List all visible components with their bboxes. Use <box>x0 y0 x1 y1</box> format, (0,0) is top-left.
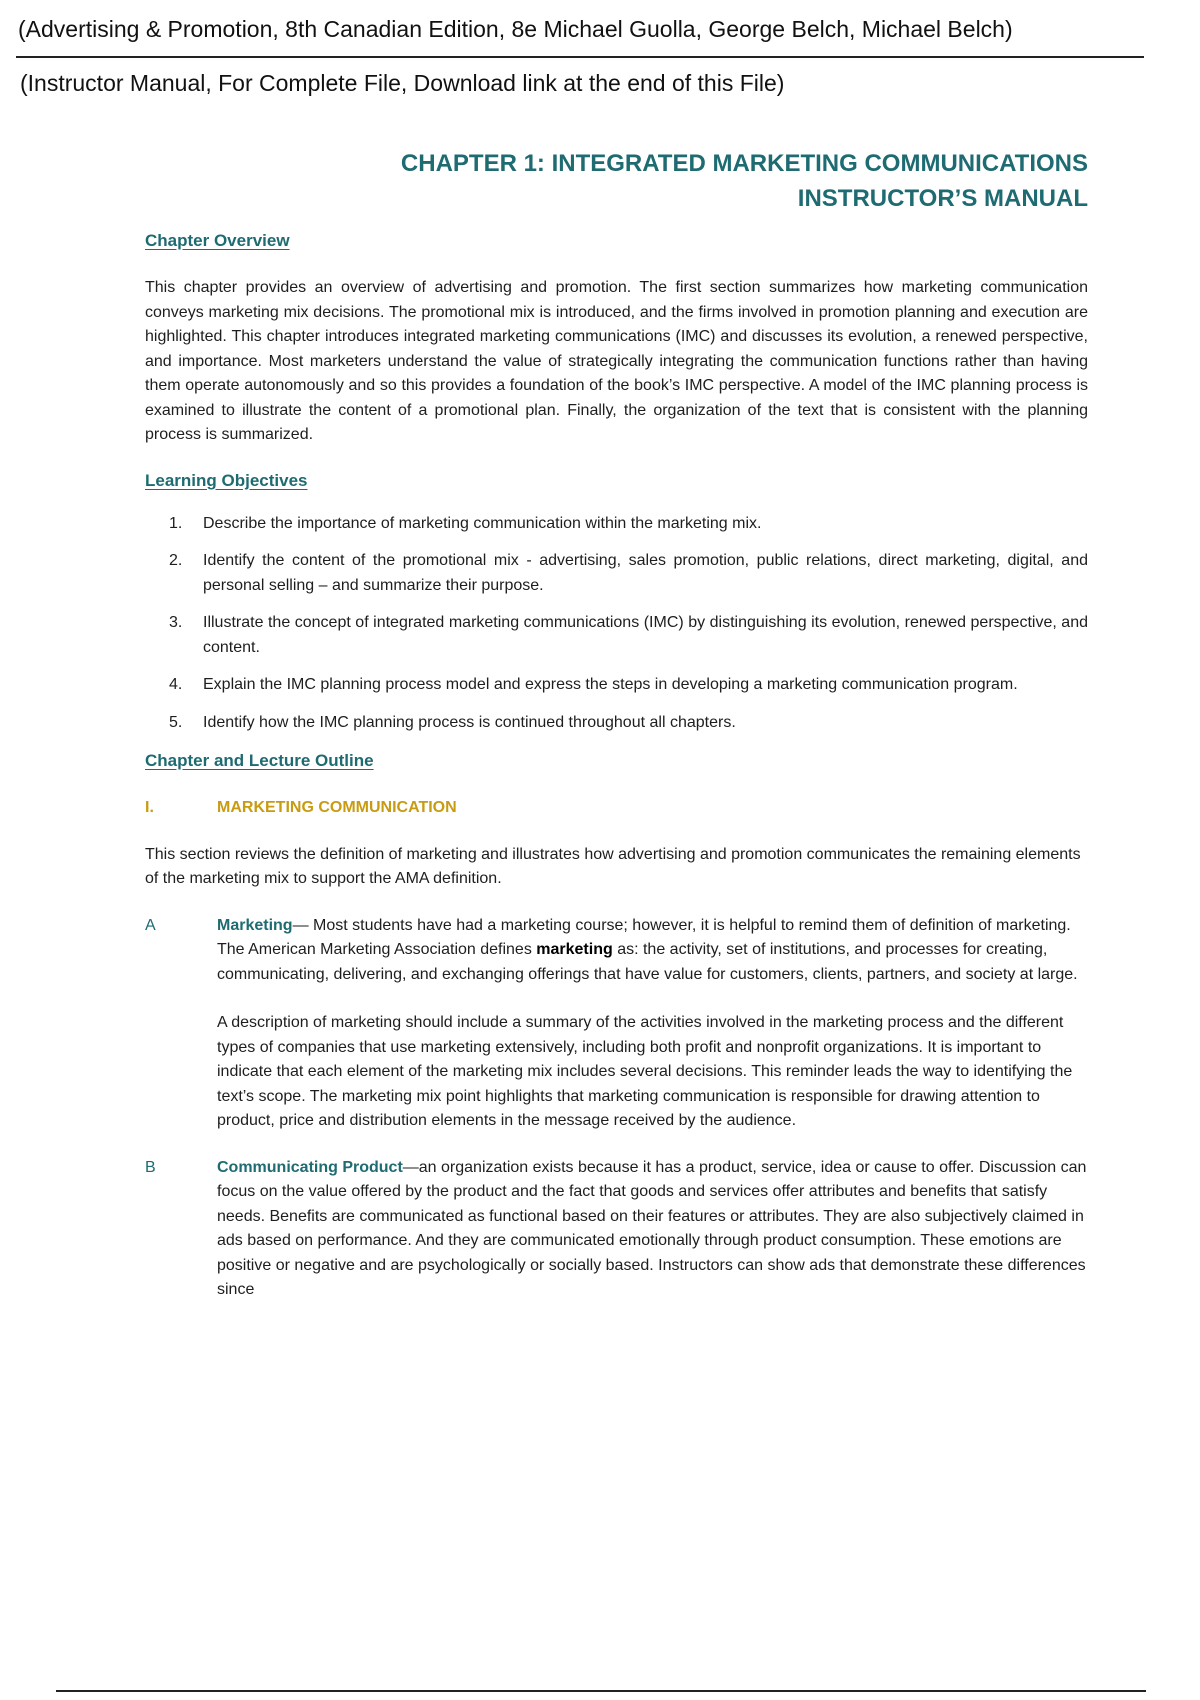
learning-objectives-list <box>145 512 1088 736</box>
outline-section-heading <box>145 796 1088 821</box>
chapter-overview-text: This chapter provides an overview of advertising and promotion. The first section summarizes how marketing communication conveys marketing mix decisions. The promotional mix is introduced, and the firms involved in promotion planning and execution are highlighted. This chapter introduces integrated marketing communications (IMC) and discusses its evolution, a renewed perspective, and importance. Most marketers understand the value of strategically integrating the communication functions rather than having them operate autonomously and so this provides a foundation of the book’s IMC perspective. A model of the IMC planning process is examined to illustrate the content of a promotional plan. Finally, the organization of the text that is consistent with the planning process is summarized. <box>145 279 1088 443</box>
outline-item-a-paragraph-2: A description of marketing should include a summary of the activities involved in the marketing process and the different types of companies that use marketing extensively, including both profit and nonprofit organizations. It is important to indicate that each element of the marketing mix includes several decisions. This reminder leads the way to identifying the text’s scope. The marketing mix point highlights that marketing communication is responsible for drawing attention to product, price and distribution elements in the message received by the audience. <box>217 1014 1073 1129</box>
lecture-outline-heading: Chapter and Lecture Outline <box>145 751 374 770</box>
objective-number: 4. <box>169 676 183 693</box>
objective-number: 2. <box>169 552 183 569</box>
learning-objective-item <box>145 673 1088 698</box>
learning-objectives-heading: Learning Objectives <box>145 470 308 490</box>
chapter-title-line-1: CHAPTER 1: INTEGRATED MARKETING COMMUNICATIONS <box>400 150 1088 177</box>
outline-section-title: MARKETING COMMUNICATION <box>217 799 457 816</box>
page-content <box>145 146 1088 1303</box>
objective-number: 5. <box>169 713 183 731</box>
footer-divider <box>56 1690 1146 1692</box>
document-source-line: (Advertising & Promotion, 8th Canadian Edition, 8e Michael Guolla, George Belch, Michael Belch) <box>18 16 1013 42</box>
outline-item-a <box>145 914 1088 1134</box>
learning-objective-item <box>145 512 1088 537</box>
outline-item-body <box>217 1156 1088 1303</box>
header-divider <box>16 56 1144 58</box>
objective-text: Describe the importance of marketing communication within the marketing mix. <box>203 514 762 532</box>
objective-text: Identify the content of the promotional mix - advertising, sales promotion, public relations, direct marketing, digital, and personal selling – and summarize their purpose. <box>203 552 1088 594</box>
objective-text: Illustrate the concept of integrated marketing communications (IMC) by distinguishing its evolution, renewed perspective, and content. <box>203 614 1088 656</box>
outline-item-body <box>217 914 1088 1134</box>
learning-objective-item <box>145 711 1088 736</box>
objective-text: Identify how the IMC planning process is continued throughout all chapters. <box>203 713 736 731</box>
outline-section-intro: This section reviews the definition of marketing and illustrates how advertising and promotion communicates the remaining elements of the marketing mix to support the AMA definition. <box>145 845 1081 887</box>
outline-item-letter: A <box>145 916 156 934</box>
outline-item-rest: as: the activity, set of institutions, and processes for creating, communicating, delivering, and exchanging offerings that have value for customers, clients, partners, and society at large. <box>217 941 1078 983</box>
outline-item-a-paragraph-1 <box>217 914 1088 988</box>
outline-item-term: Marketing <box>217 916 293 934</box>
learning-objective-item <box>145 611 1088 660</box>
document-note-line: (Instructor Manual, For Complete File, Download link at the end of this File) <box>20 70 785 96</box>
objective-number: 1. <box>169 514 183 532</box>
outline-item-b <box>145 1156 1088 1303</box>
outline-item-text: —an organization exists because it has a product, service, idea or cause to offer. Discussion can focus on the value offered by the product and the fact that goods and services offer attributes and benefits that satisfy needs. Benefits are communicated as functional based on their features or attributes. They are also subjectively claimed in ads based on performance. And they are communicated emotionally through product consumption. These emotions are positive or negative and are psychologically or socially based. Instructors can show ads that demonstrate these differences since <box>217 1158 1087 1298</box>
outline-item-lead: — Most students have had a marketing course; however, it is helpful to remind them of definition of marketing. The American Marketing Association defines <box>217 916 1071 958</box>
chapter-overview-heading: Chapter Overview <box>145 231 290 250</box>
chapter-title <box>145 146 1088 216</box>
outline-item-b-paragraph-1 <box>217 1156 1088 1303</box>
outline-item-letter: B <box>145 1158 156 1176</box>
outline-section-number: I. <box>145 799 154 816</box>
learning-objective-item <box>145 549 1088 598</box>
objective-text: Explain the IMC planning process model and express the steps in developing a marketing communication program. <box>203 676 1018 693</box>
outline-item-term: Communicating Product <box>217 1158 403 1176</box>
defined-term: marketing <box>536 941 613 958</box>
objective-number: 3. <box>169 614 183 631</box>
chapter-title-line-2: INSTRUCTOR’S MANUAL <box>797 185 1088 212</box>
